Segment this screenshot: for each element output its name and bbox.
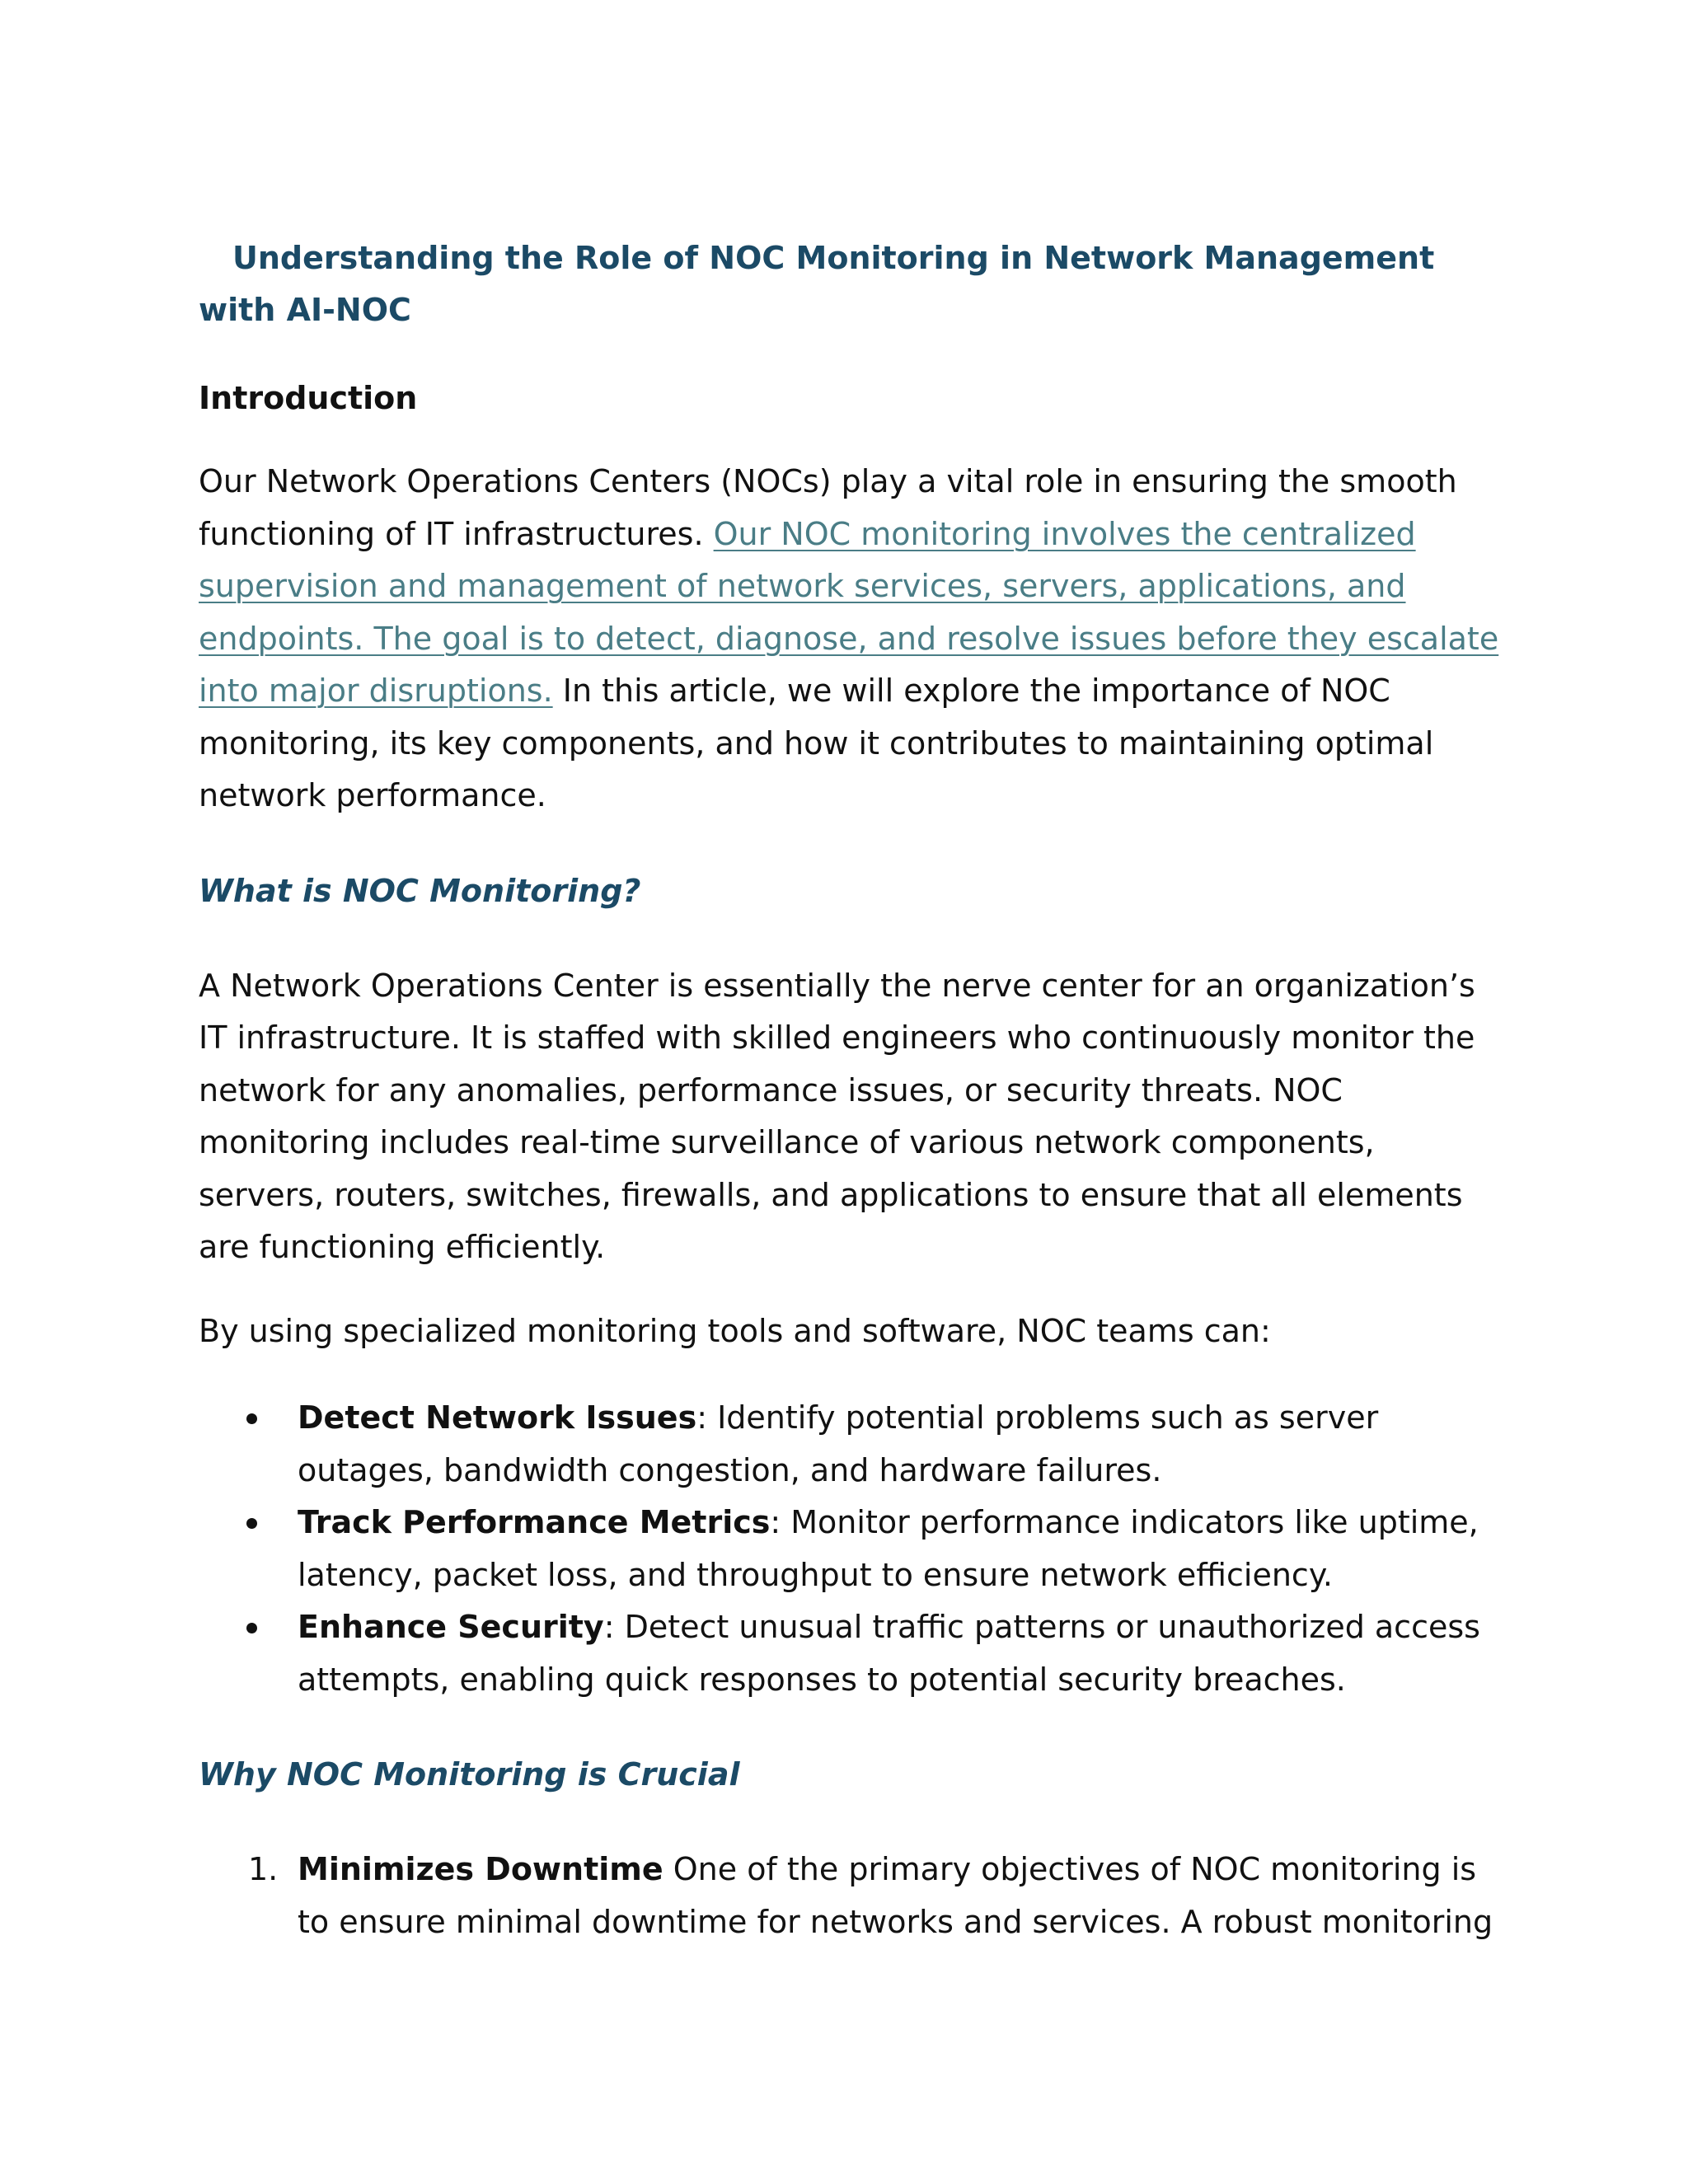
list-item (199, 1601, 1501, 1706)
bullet-text: : Identify potential problems such as server outages, bandwidth congestion, and hardware failures. (298, 1399, 1379, 1488)
intro-text-before-link: Our Network Operations Centers (NOCs) play a vital role in ensuring the smooth functioning of IT infrastructures. (199, 463, 1457, 552)
document-page (199, 232, 1501, 1948)
what-is-noc-heading: What is NOC Monitoring? (199, 872, 641, 909)
bullet-term: Track Performance Metrics (298, 1504, 771, 1540)
numbered-text: One of the primary objectives of NOC monitoring is to ensure minimal downtime for networks and services. A robust monitoring (298, 1851, 1493, 1940)
list-number: 1. (248, 1851, 279, 1887)
why-crucial-list (199, 1844, 1501, 1948)
intro-text-after-link: In this article, we will explore the importance of NOC monitoring, its key components, and how it contributes to maintaining optimal network performance. (199, 673, 1434, 813)
noc-capabilities-list (199, 1392, 1501, 1706)
why-crucial-heading: Why NOC Monitoring is Crucial (199, 1756, 740, 1793)
introduction-heading: Introduction (199, 380, 418, 416)
introduction-paragraph (199, 456, 1501, 823)
list-item (199, 1392, 1501, 1497)
noc-teams-lead-in: By using specialized monitoring tools and software, NOC teams can: (199, 1312, 1271, 1349)
bullet-icon (246, 1413, 257, 1424)
bullet-text: : Detect unusual traffic patterns or unauthorized access attempts, enabling quick responses to potential security breaches. (298, 1609, 1480, 1698)
bullet-icon (246, 1623, 257, 1633)
bullet-text: : Monitor performance indicators like uptime, latency, packet loss, and throughput to ensure network efficiency. (298, 1504, 1479, 1593)
list-item (199, 1844, 1501, 1948)
document-title: Understanding the Role of NOC Monitoring in Network Management with AI-NOC (199, 240, 1435, 328)
list-item (199, 1497, 1501, 1601)
intro-hyperlink[interactable]: Our NOC monitoring involves the centralized supervision and management of network services, servers, applications, and endpoints. The goal is to detect, diagnose, and resolve issues before they escalate into major disruptions. (199, 515, 1499, 709)
what-is-noc-paragraph: A Network Operations Center is essentially the nerve center for an organization’s IT infrastructure. It is staffed with skilled engineers who continuously monitor the network for any anomalies, performance issues, or security threats. NOC monitoring includes real-time surveillance of various network components, servers, routers, switches, firewalls, and applications to ensure that all elements are functioning efficiently. (199, 967, 1475, 1265)
bullet-term: Detect Network Issues (298, 1399, 697, 1436)
bullet-icon (246, 1518, 257, 1529)
bullet-term: Enhance Security (298, 1609, 604, 1645)
numbered-term: Minimizes Downtime (298, 1851, 663, 1887)
